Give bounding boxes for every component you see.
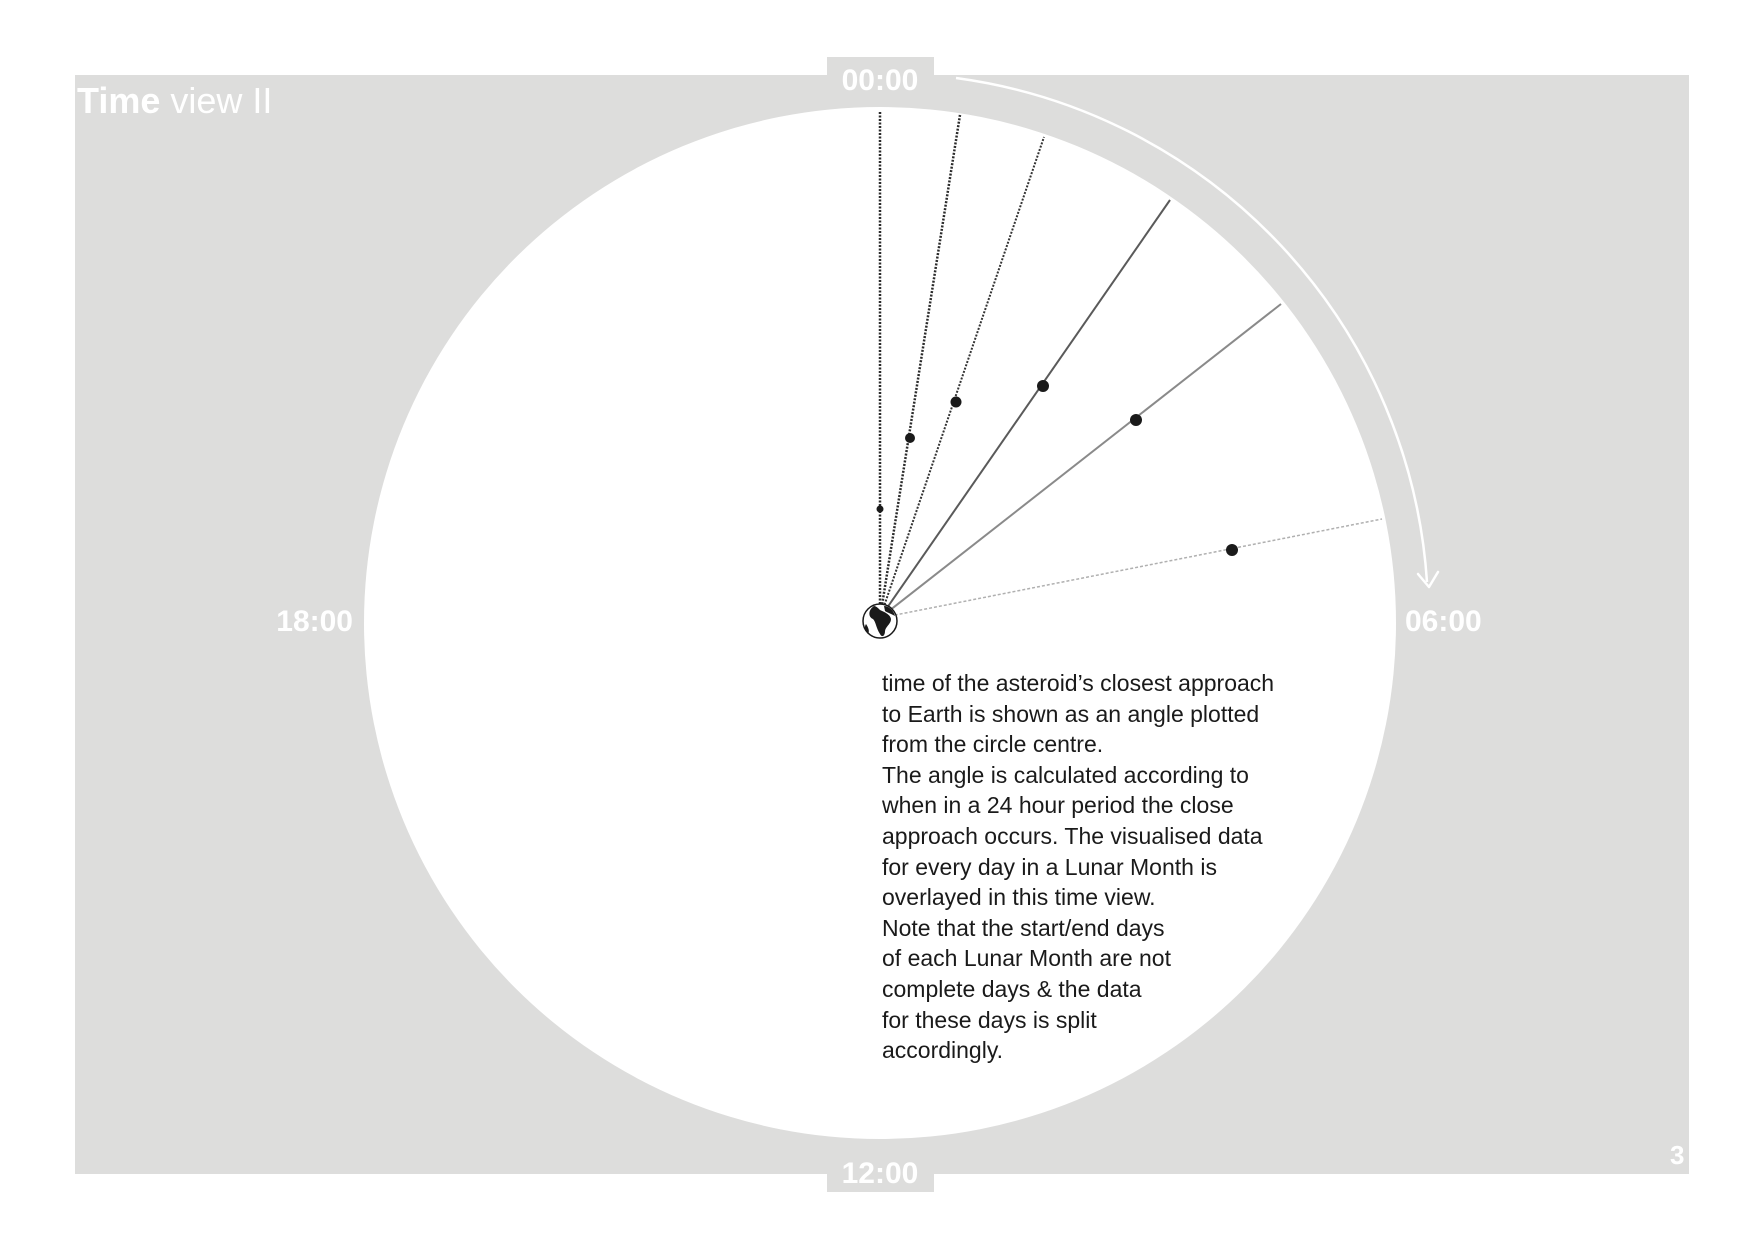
description-line: for these days is split	[882, 1006, 1097, 1033]
description-line: Note that the start/end days	[882, 914, 1165, 941]
approach-marker	[951, 397, 962, 408]
label-bottom-text: 12:00	[841, 1157, 919, 1190]
approach-marker	[877, 506, 884, 513]
description-line: from the circle centre.	[882, 731, 1104, 758]
description-line: when in a 24 hour period the close	[882, 792, 1234, 819]
earth-globe-icon	[863, 604, 897, 638]
title-light: view II	[160, 80, 273, 121]
label-right-text: 06:00	[1405, 604, 1482, 638]
description-line: of each Lunar Month are not	[882, 945, 1171, 972]
description-line: complete days & the data	[882, 975, 1142, 1002]
title-bold: Time	[77, 80, 161, 121]
page-number: 3	[1670, 1140, 1685, 1170]
description-line: for every day in a Lunar Month is	[882, 853, 1217, 880]
description-line: to Earth is shown as an angle plotted	[882, 700, 1260, 727]
approach-marker	[1130, 414, 1142, 426]
approach-marker	[1226, 544, 1238, 556]
label-top-text: 00:00	[841, 64, 919, 97]
description-line: overlayed in this time view.	[882, 884, 1156, 911]
description-text	[882, 668, 1352, 1066]
description-line: approach occurs. The visualised data	[882, 822, 1263, 849]
approach-marker	[1037, 380, 1049, 392]
description-line: accordingly.	[882, 1037, 1004, 1064]
description-line: The angle is calculated according to	[882, 761, 1249, 788]
label-top	[827, 57, 934, 100]
label-left-text: 18:00	[276, 604, 353, 638]
approach-marker	[905, 433, 915, 443]
label-bottom	[827, 1150, 934, 1192]
description-line: time of the asteroid’s closest approach	[882, 670, 1275, 696]
